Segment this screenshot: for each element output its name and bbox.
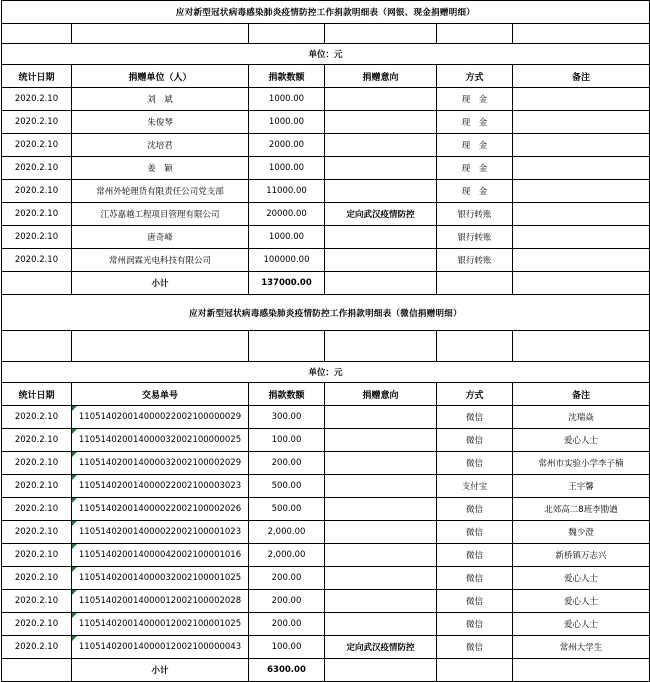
transaction-id-cell[interactable]: 110514020014000032002100001025	[72, 567, 249, 590]
note-cell[interactable]: 沈瑞焱	[513, 406, 650, 429]
intent-cell[interactable]: 定向武汉疫情防控	[325, 636, 437, 659]
intent-cell[interactable]	[325, 544, 437, 567]
subtotal-amount: 137000.00	[249, 272, 325, 295]
header-donor: 捐赠单位（人）	[72, 65, 249, 88]
note-cell[interactable]	[513, 88, 650, 111]
date-cell[interactable]: 2020.2.10	[2, 406, 72, 429]
date-cell[interactable]: 2020.2.10	[2, 567, 72, 590]
method-cell[interactable]: 微信	[437, 590, 513, 613]
header-note: 备注	[513, 65, 650, 88]
date-cell[interactable]: 2020.2.10	[2, 475, 72, 498]
note-cell[interactable]: 常州大学生	[513, 636, 650, 659]
intent-cell[interactable]	[325, 521, 437, 544]
date-cell[interactable]: 2020.2.10	[2, 134, 72, 157]
table-row	[2, 429, 650, 452]
method-cell[interactable]: 现 金	[437, 134, 513, 157]
method-cell[interactable]: 微信	[437, 429, 513, 452]
note-cell[interactable]: 爱心人士	[513, 567, 650, 590]
table-row	[2, 180, 650, 203]
method-cell[interactable]: 微信	[437, 498, 513, 521]
note-cell[interactable]: 新桥镇万志兴	[513, 544, 650, 567]
amount-cell[interactable]: 500.00	[249, 475, 325, 498]
table-row	[2, 134, 650, 157]
table-row	[2, 498, 650, 521]
table-row	[2, 111, 650, 134]
amount-cell[interactable]: 200.00	[249, 452, 325, 475]
note-cell[interactable]	[513, 249, 650, 272]
intent-cell[interactable]	[325, 452, 437, 475]
note-cell[interactable]: 魏少澄	[513, 521, 650, 544]
note-cell[interactable]: 北郊高二8班李勖遒	[513, 498, 650, 521]
amount-cell[interactable]: 1000.00	[249, 111, 325, 134]
method-cell[interactable]: 微信	[437, 544, 513, 567]
method-cell[interactable]: 微信	[437, 636, 513, 659]
subtotal-label: 小计	[72, 272, 249, 295]
method-cell[interactable]: 微信	[437, 406, 513, 429]
intent-cell[interactable]	[325, 180, 437, 203]
intent-cell[interactable]	[325, 111, 437, 134]
date-cell[interactable]: 2020.2.10	[2, 157, 72, 180]
transaction-id-cell[interactable]: 110514020014000032002100000025	[72, 429, 249, 452]
amount-cell[interactable]: 500.00	[249, 498, 325, 521]
note-cell[interactable]	[513, 111, 650, 134]
donor-cell[interactable]: 常州润霖光电科技有限公司	[72, 249, 249, 272]
date-cell[interactable]: 2020.2.10	[2, 498, 72, 521]
donor-cell[interactable]: 常州外轮理货有限责任公司党支部	[72, 180, 249, 203]
donor-cell[interactable]: 沈培君	[72, 134, 249, 157]
donor-cell[interactable]: 江苏嘉越工程项目管理有限公司	[72, 203, 249, 226]
date-cell[interactable]: 2020.2.10	[2, 203, 72, 226]
table-row	[2, 475, 650, 498]
amount-cell[interactable]: 11000.00	[249, 180, 325, 203]
amount-cell[interactable]: 300.00	[249, 406, 325, 429]
intent-cell[interactable]: 定向武汉疫情防控	[325, 203, 437, 226]
transaction-id-cell[interactable]: 110514020014000022002100002026	[72, 498, 249, 521]
date-cell[interactable]: 2020.2.10	[2, 429, 72, 452]
transaction-id-cell[interactable]: 110514020014000032002100002029	[72, 452, 249, 475]
table1-subtotal-row	[2, 272, 650, 295]
table2-body	[2, 406, 650, 659]
table-row	[2, 567, 650, 590]
table2-title: 应对新型冠状病毒感染肺炎疫情防控工作捐款明细表（微信捐赠明细）	[2, 295, 650, 331]
method-cell[interactable]: 银行转账	[437, 203, 513, 226]
header-date: 统计日期	[2, 383, 72, 406]
table-row	[2, 203, 650, 226]
donor-cell[interactable]: 刘 斌	[72, 88, 249, 111]
amount-cell[interactable]: 2,000.00	[249, 521, 325, 544]
note-cell[interactable]	[513, 180, 650, 203]
table-row	[2, 157, 650, 180]
table1-body	[2, 88, 650, 272]
date-cell[interactable]: 2020.2.10	[2, 180, 72, 203]
transaction-id-cell[interactable]: 110514020014000012002100001025	[72, 613, 249, 636]
method-cell[interactable]: 现 金	[437, 157, 513, 180]
header-note: 备注	[513, 383, 650, 406]
amount-cell[interactable]: 1000.00	[249, 88, 325, 111]
intent-cell[interactable]	[325, 590, 437, 613]
header-transaction-id: 交易单号	[72, 383, 249, 406]
table-row	[2, 636, 650, 659]
table-row	[2, 452, 650, 475]
table-row	[2, 249, 650, 272]
transaction-id-cell[interactable]: 110514020014000042002100001016	[72, 544, 249, 567]
amount-cell[interactable]: 2,000.00	[249, 544, 325, 567]
table-row	[2, 88, 650, 111]
date-cell[interactable]: 2020.2.10	[2, 613, 72, 636]
intent-cell[interactable]	[325, 249, 437, 272]
header-intent: 捐赠意向	[325, 65, 437, 88]
header-date: 统计日期	[2, 65, 72, 88]
header-intent: 捐赠意向	[325, 383, 437, 406]
table1-unit: 单位：元	[2, 44, 650, 65]
method-cell[interactable]: 现 金	[437, 88, 513, 111]
intent-cell[interactable]	[325, 157, 437, 180]
amount-cell[interactable]: 200.00	[249, 613, 325, 636]
date-cell[interactable]: 2020.2.10	[2, 636, 72, 659]
intent-cell[interactable]	[325, 226, 437, 249]
date-cell[interactable]: 2020.2.10	[2, 521, 72, 544]
header-amount: 捐款数额	[249, 65, 325, 88]
note-cell[interactable]	[513, 134, 650, 157]
date-cell[interactable]: 2020.2.10	[2, 544, 72, 567]
table-row	[2, 590, 650, 613]
amount-cell[interactable]: 100.00	[249, 429, 325, 452]
method-cell[interactable]: 微信	[437, 521, 513, 544]
donor-cell[interactable]: 朱俊琴	[72, 111, 249, 134]
table-row	[2, 406, 650, 429]
table1-header-row	[2, 65, 650, 88]
donor-cell[interactable]: 唐奇峰	[72, 226, 249, 249]
donor-cell[interactable]: 姜 颖	[72, 157, 249, 180]
intent-cell[interactable]	[325, 613, 437, 636]
subtotal-amount: 6300.00	[249, 659, 325, 682]
note-cell[interactable]: 爱心人士	[513, 613, 650, 636]
intent-cell[interactable]	[325, 429, 437, 452]
subtotal-label: 小计	[72, 659, 249, 682]
amount-cell[interactable]: 1000.00	[249, 226, 325, 249]
intent-cell[interactable]	[325, 567, 437, 590]
table-row	[2, 521, 650, 544]
transaction-id-cell[interactable]: 110514020014000022002100000029	[72, 406, 249, 429]
amount-cell[interactable]: 1000.00	[249, 157, 325, 180]
note-cell[interactable]	[513, 157, 650, 180]
transaction-id-cell[interactable]: 110514020014000012002100002028	[72, 590, 249, 613]
method-cell[interactable]: 微信	[437, 452, 513, 475]
table1-title: 应对新型冠状病毒感染肺炎疫情防控工作捐款明细表（网银、现金捐赠明细）	[2, 1, 650, 24]
note-cell[interactable]	[513, 203, 650, 226]
date-cell[interactable]: 2020.2.10	[2, 590, 72, 613]
intent-cell[interactable]	[325, 134, 437, 157]
header-amount: 捐款数额	[249, 383, 325, 406]
transaction-id-cell[interactable]: 110514020014000022002100001023	[72, 521, 249, 544]
transaction-id-cell[interactable]: 110514020014000012002100000043	[72, 636, 249, 659]
method-cell[interactable]: 微信	[437, 613, 513, 636]
amount-cell[interactable]: 200.00	[249, 567, 325, 590]
method-cell[interactable]: 现 金	[437, 111, 513, 134]
intent-cell[interactable]	[325, 498, 437, 521]
intent-cell[interactable]	[325, 406, 437, 429]
method-cell[interactable]: 银行转账	[437, 249, 513, 272]
intent-cell[interactable]	[325, 475, 437, 498]
table-row	[2, 226, 650, 249]
method-cell[interactable]: 支付宝	[437, 475, 513, 498]
amount-cell[interactable]: 20000.00	[249, 203, 325, 226]
header-method: 方式	[437, 383, 513, 406]
note-cell[interactable]	[513, 226, 650, 249]
table-row	[2, 613, 650, 636]
table2-unit: 单位：元	[2, 362, 650, 383]
header-method: 方式	[437, 65, 513, 88]
transaction-id-cell[interactable]: 110514020014000022002100003023	[72, 475, 249, 498]
date-cell[interactable]: 2020.2.10	[2, 452, 72, 475]
note-cell[interactable]: 常州市实验小学李子楠	[513, 452, 650, 475]
date-cell[interactable]: 2020.2.10	[2, 88, 72, 111]
amount-cell[interactable]: 100.00	[249, 636, 325, 659]
note-cell[interactable]: 爱心人士	[513, 590, 650, 613]
date-cell[interactable]: 2020.2.10	[2, 226, 72, 249]
amount-cell[interactable]: 100000.00	[249, 249, 325, 272]
intent-cell[interactable]	[325, 88, 437, 111]
method-cell[interactable]: 现 金	[437, 180, 513, 203]
wechat-donation-table	[1, 294, 650, 682]
date-cell[interactable]: 2020.2.10	[2, 111, 72, 134]
amount-cell[interactable]: 200.00	[249, 590, 325, 613]
table-row	[2, 544, 650, 567]
table2-subtotal-row	[2, 659, 650, 682]
note-cell[interactable]: 王宇馨	[513, 475, 650, 498]
method-cell[interactable]: 微信	[437, 567, 513, 590]
note-cell[interactable]: 爱心人士	[513, 429, 650, 452]
date-cell[interactable]: 2020.2.10	[2, 249, 72, 272]
table2-header-row	[2, 383, 650, 406]
method-cell[interactable]: 银行转账	[437, 226, 513, 249]
cash-bank-donation-table	[1, 0, 650, 295]
amount-cell[interactable]: 2000.00	[249, 134, 325, 157]
